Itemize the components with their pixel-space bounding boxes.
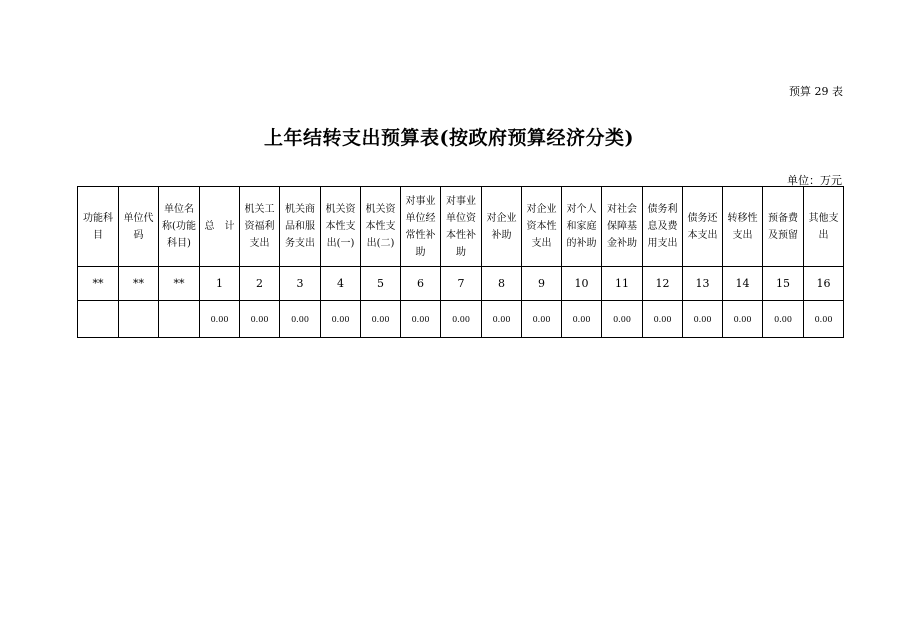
header-cell: 总 计 bbox=[200, 187, 240, 267]
index-cell: 10 bbox=[562, 267, 602, 301]
header-cell: 机关商品和服务支出 bbox=[280, 187, 321, 267]
header-cell: 单位名称(功能科目) bbox=[159, 187, 200, 267]
value-cell: 0.00 bbox=[482, 301, 522, 338]
value-cell: 0.00 bbox=[321, 301, 361, 338]
header-cell: 机关工资福利支出 bbox=[240, 187, 280, 267]
value-cell: 0.00 bbox=[200, 301, 240, 338]
page-title: 上年结转支出预算表(按政府预算经济分类) bbox=[264, 127, 634, 149]
value-cell: 0.00 bbox=[562, 301, 602, 338]
budget-table bbox=[77, 186, 844, 338]
value-cell bbox=[159, 301, 200, 338]
header-cell: 债务还本支出 bbox=[683, 187, 723, 267]
value-cell: 0.00 bbox=[361, 301, 401, 338]
header-cell: 对事业单位资本性补助 bbox=[441, 187, 482, 267]
value-cell: 0.00 bbox=[280, 301, 321, 338]
header-cell: 对个人和家庭的补助 bbox=[562, 187, 602, 267]
value-cell: 0.00 bbox=[723, 301, 763, 338]
header-cell: 机关资本性支出(一) bbox=[321, 187, 361, 267]
index-cell: 12 bbox=[643, 267, 683, 301]
header-cell: 功能科目 bbox=[78, 187, 119, 267]
value-cell: 0.00 bbox=[602, 301, 643, 338]
index-cell: 15 bbox=[763, 267, 804, 301]
header-cell: 转移性支出 bbox=[723, 187, 763, 267]
index-cell: ** bbox=[159, 267, 200, 301]
index-cell: 1 bbox=[200, 267, 240, 301]
index-cell: 13 bbox=[683, 267, 723, 301]
header-cell: 对企业补助 bbox=[482, 187, 522, 267]
header-cell: 对企业资本性支出 bbox=[522, 187, 562, 267]
form-code-label: 预算 29 表 bbox=[789, 85, 843, 98]
index-cell: 9 bbox=[522, 267, 562, 301]
index-cell: 7 bbox=[441, 267, 482, 301]
value-cell: 0.00 bbox=[240, 301, 280, 338]
index-cell: ** bbox=[119, 267, 159, 301]
header-cell: 预备费及预留 bbox=[763, 187, 804, 267]
value-cell bbox=[78, 301, 119, 338]
value-cell: 0.00 bbox=[804, 301, 844, 338]
index-cell: 5 bbox=[361, 267, 401, 301]
value-cell: 0.00 bbox=[643, 301, 683, 338]
header-cell: 单位代码 bbox=[119, 187, 159, 267]
value-cell bbox=[119, 301, 159, 338]
value-cell: 0.00 bbox=[441, 301, 482, 338]
header-cell: 对社会保障基金补助 bbox=[602, 187, 643, 267]
index-cell: 11 bbox=[602, 267, 643, 301]
header-cell: 机关资本性支出(二) bbox=[361, 187, 401, 267]
value-cell: 0.00 bbox=[522, 301, 562, 338]
value-cell: 0.00 bbox=[401, 301, 441, 338]
index-cell: ** bbox=[78, 267, 119, 301]
column-index-row bbox=[78, 267, 844, 301]
header-cell: 其他支出 bbox=[804, 187, 844, 267]
index-cell: 3 bbox=[280, 267, 321, 301]
unit-label: 单位：万元 bbox=[787, 174, 842, 187]
value-cell: 0.00 bbox=[763, 301, 804, 338]
index-cell: 2 bbox=[240, 267, 280, 301]
header-cell: 对事业单位经常性补助 bbox=[401, 187, 441, 267]
index-cell: 16 bbox=[804, 267, 844, 301]
data-row bbox=[78, 301, 844, 338]
header-cell: 债务利息及费用支出 bbox=[643, 187, 683, 267]
index-cell: 6 bbox=[401, 267, 441, 301]
index-cell: 8 bbox=[482, 267, 522, 301]
value-cell: 0.00 bbox=[683, 301, 723, 338]
index-cell: 14 bbox=[723, 267, 763, 301]
header-row bbox=[78, 187, 844, 267]
index-cell: 4 bbox=[321, 267, 361, 301]
